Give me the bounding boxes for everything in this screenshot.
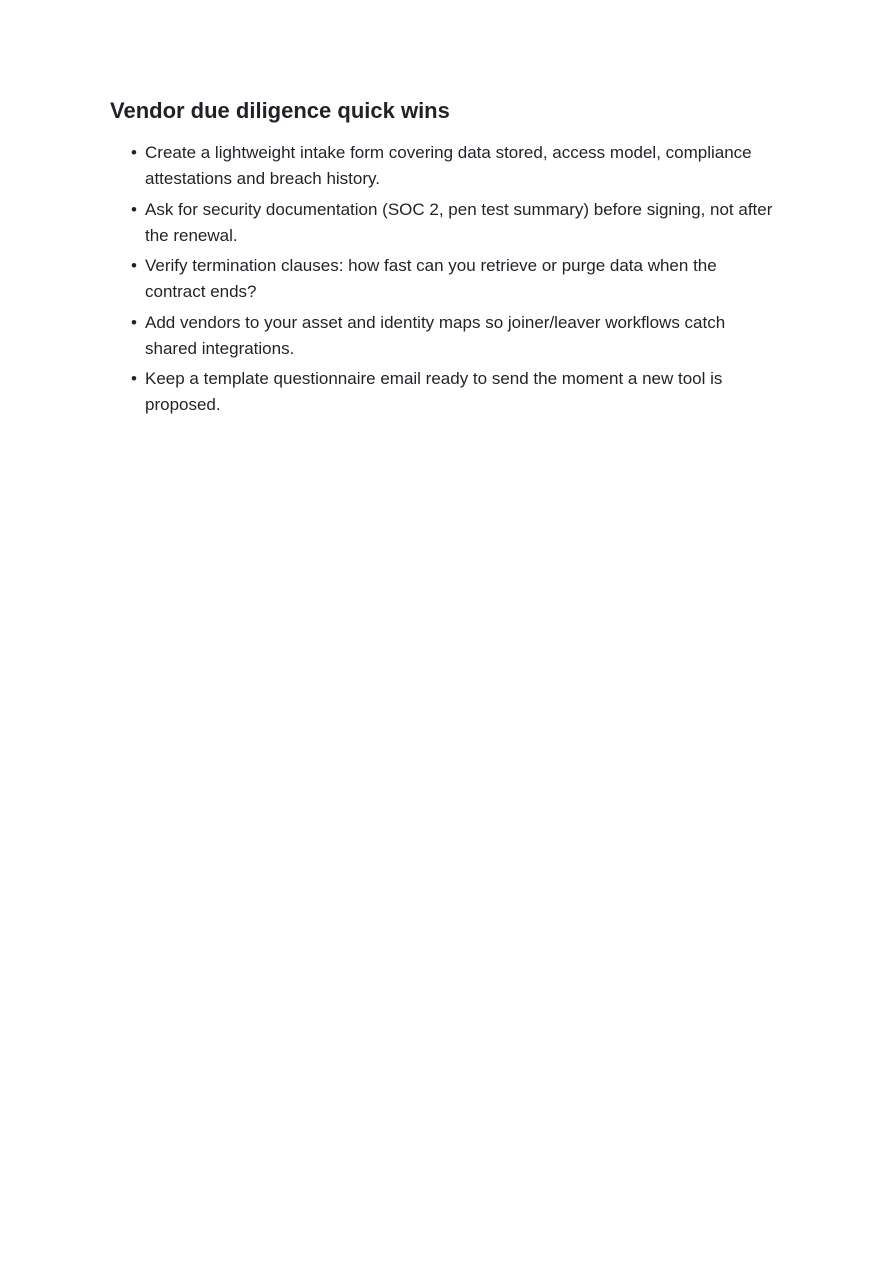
list-item-text: Keep a template questionnaire email ready to send the moment a new tool is proposed.	[145, 369, 723, 414]
list-item	[110, 140, 780, 192]
bullet-icon: •	[131, 256, 137, 275]
list-item-text: Add vendors to your asset and identity maps so joiner/leaver workflows catch shared integrations.	[145, 312, 726, 358]
list-item	[110, 366, 780, 418]
list-item	[110, 253, 780, 305]
bullet-icon: •	[131, 369, 137, 388]
bullet-list	[110, 140, 780, 418]
document-title: Vendor due diligence quick wins	[110, 98, 450, 123]
list-item	[110, 197, 780, 249]
list-item-text: Verify termination clauses: how fast can you retrieve or purge data when the contract ends?	[145, 256, 717, 301]
list-item-text: Ask for security documentation (SOC 2, pen test summary) before signing, not after the renewal.	[145, 199, 773, 245]
document-page	[110, 96, 780, 423]
list-item	[110, 310, 780, 362]
bullet-icon: •	[131, 199, 137, 219]
bullet-icon: •	[131, 312, 137, 332]
list-item-text: Create a lightweight intake form covering data stored, access model, compliance attestations and breach history.	[145, 143, 752, 188]
bullet-icon: •	[131, 143, 137, 162]
